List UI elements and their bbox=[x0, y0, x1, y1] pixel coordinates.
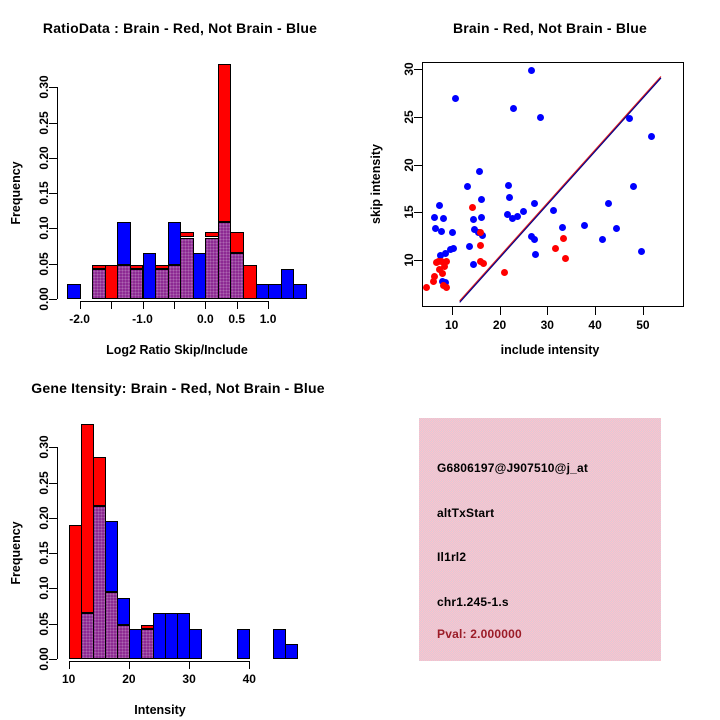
y-tick-label: 30 bbox=[401, 62, 416, 76]
y-axis-line bbox=[57, 447, 58, 659]
y-tick-label: 25 bbox=[401, 110, 416, 124]
scatter-point-blue bbox=[466, 243, 473, 250]
x-tick-label: 20 bbox=[122, 672, 136, 686]
x-tick-label: 50 bbox=[636, 317, 650, 332]
x-tick-label: 10 bbox=[62, 672, 76, 686]
x-tick-label: 10 bbox=[445, 317, 459, 332]
scatter-point-red bbox=[439, 270, 446, 277]
scatter-point-blue bbox=[436, 202, 443, 209]
x-tick-label: 30 bbox=[182, 672, 196, 686]
x-tick-mark bbox=[111, 301, 112, 309]
x-tick-label: 1.0 bbox=[259, 312, 277, 326]
scatter-points-layer bbox=[423, 63, 684, 306]
x-tick-mark bbox=[237, 301, 238, 309]
x-tick-mark bbox=[143, 301, 144, 309]
y-tick-label: 0.30 bbox=[37, 435, 51, 459]
y-tick-label: 0.10 bbox=[37, 216, 51, 241]
histogram-bar bbox=[105, 521, 118, 592]
x-tick-label: -2.0 bbox=[69, 312, 90, 326]
y-tick-label: 20 bbox=[401, 157, 416, 172]
scatter-point-blue bbox=[581, 222, 588, 229]
histogram-bar-overlap bbox=[117, 265, 131, 299]
histogram-bar-overlap bbox=[230, 253, 244, 299]
y-tick-label: 0.15 bbox=[37, 541, 51, 565]
y-tick-label: 0.30 bbox=[37, 75, 51, 99]
scatter-point-blue bbox=[438, 228, 445, 235]
histogram-bar bbox=[281, 269, 295, 299]
gene-histogram-title: Gene Itensity: Brain - Red, Not Brain - Blue bbox=[31, 380, 325, 396]
x-axis-line bbox=[69, 661, 250, 662]
histogram-bar bbox=[268, 284, 282, 300]
scatter-x-axis-label: include intensity bbox=[500, 343, 600, 357]
histogram-bar bbox=[92, 265, 106, 269]
y-tick-label: 10 bbox=[401, 253, 416, 267]
x-tick-mark bbox=[174, 301, 175, 309]
y-tick-label: 0.15 bbox=[37, 181, 51, 205]
histogram-bar bbox=[130, 265, 144, 269]
regression-line bbox=[459, 78, 660, 302]
x-tick-label: 30 bbox=[540, 317, 554, 332]
histogram-bar-overlap bbox=[155, 269, 169, 299]
scatter-point-red bbox=[469, 204, 476, 211]
x-tick-mark bbox=[249, 661, 250, 669]
info-event-type: altTxStart bbox=[437, 506, 495, 520]
histogram-bar bbox=[218, 64, 232, 222]
histogram-bar bbox=[180, 232, 194, 238]
x-tick-mark bbox=[595, 307, 596, 315]
info-pvalue: Pval: 2.000000 bbox=[437, 627, 522, 641]
panel-ratio-histogram bbox=[0, 0, 360, 360]
y-tick-label: 0.20 bbox=[37, 506, 51, 530]
gene-histogram-x-axis-label: Intensity bbox=[134, 703, 186, 717]
scatter-point-blue bbox=[532, 251, 539, 258]
scatter-point-blue bbox=[630, 183, 637, 190]
histogram-bar bbox=[243, 265, 257, 299]
y-tick-label: 0.00 bbox=[37, 647, 51, 671]
histogram-bar bbox=[293, 284, 307, 300]
x-tick-mark bbox=[80, 301, 81, 309]
gene-info-box bbox=[419, 418, 661, 661]
histogram-bar bbox=[117, 222, 131, 265]
scatter-point-blue bbox=[520, 208, 527, 215]
histogram-bar bbox=[155, 265, 169, 269]
panel-info-box bbox=[360, 360, 720, 720]
y-tick-label: 0.00 bbox=[37, 287, 51, 311]
x-tick-mark bbox=[547, 307, 548, 315]
x-tick-label: 0.0 bbox=[196, 312, 214, 326]
y-tick-label: 0.10 bbox=[37, 576, 51, 601]
x-tick-mark bbox=[643, 307, 644, 315]
histogram-bar-overlap bbox=[92, 269, 106, 299]
histogram-bar bbox=[93, 457, 106, 506]
scatter-y-axis-label: skip intensity bbox=[369, 144, 383, 224]
x-tick-mark bbox=[500, 307, 501, 315]
scatter-point-red bbox=[477, 242, 484, 249]
histogram-bar-overlap bbox=[168, 265, 182, 299]
histogram-bar bbox=[193, 253, 207, 299]
histogram-bar bbox=[205, 232, 219, 238]
info-probe-id: G6806197@J907510@j_at bbox=[437, 461, 589, 475]
y-tick-label: 0.20 bbox=[37, 146, 51, 170]
histogram-bar bbox=[81, 424, 94, 613]
x-tick-label: 0.5 bbox=[228, 312, 246, 326]
histogram-bar bbox=[237, 629, 250, 659]
scatter-point-red bbox=[501, 269, 508, 276]
x-tick-label: 40 bbox=[588, 317, 602, 332]
scatter-point-blue bbox=[613, 225, 620, 232]
histogram-bar bbox=[117, 598, 130, 626]
x-tick-label: 20 bbox=[492, 317, 507, 332]
scatter-point-blue bbox=[505, 182, 512, 189]
x-tick-mark bbox=[268, 301, 269, 309]
histogram-bar bbox=[67, 284, 81, 300]
histogram-bar bbox=[168, 222, 182, 265]
y-axis-line bbox=[57, 87, 58, 299]
histogram-bar bbox=[285, 644, 298, 660]
y-tick-label: 0.05 bbox=[37, 252, 51, 276]
x-tick-mark bbox=[69, 661, 70, 669]
histogram-bar-overlap bbox=[130, 269, 144, 299]
histogram-bar-overlap bbox=[105, 592, 118, 659]
scatter-point-red bbox=[477, 229, 484, 236]
histogram-bar-overlap bbox=[81, 613, 94, 659]
histogram-bar bbox=[141, 625, 154, 629]
x-tick-mark bbox=[452, 307, 453, 315]
panel-intensity-scatter bbox=[360, 0, 720, 360]
ratio-histogram-y-axis-label: Frequency bbox=[9, 161, 23, 225]
scatter-point-blue bbox=[449, 229, 456, 236]
scatter-point-blue bbox=[478, 214, 485, 221]
histogram-bar bbox=[165, 613, 178, 659]
x-tick-mark bbox=[205, 301, 206, 309]
x-tick-mark bbox=[129, 661, 130, 669]
y-tick-label: 15 bbox=[401, 205, 416, 219]
scatter-plot-box bbox=[422, 62, 685, 307]
ratio-histogram-x-axis-label: Log2 Ratio Skip/Include bbox=[106, 343, 248, 357]
y-tick-label: 0.25 bbox=[37, 110, 51, 135]
x-tick-mark bbox=[189, 661, 190, 669]
y-tick-label: 0.05 bbox=[37, 612, 51, 636]
y-tick-label: 0.25 bbox=[37, 470, 51, 495]
histogram-bar bbox=[230, 232, 244, 253]
histogram-bar-overlap bbox=[205, 238, 219, 299]
info-gene-symbol: Il1rl2 bbox=[437, 550, 467, 564]
x-tick-label: 40 bbox=[242, 672, 256, 686]
panel-gene-intensity-histogram bbox=[0, 360, 360, 720]
fit-lines bbox=[423, 63, 684, 306]
info-location: chr1.245-1.s bbox=[437, 595, 509, 609]
scatter-title: Brain - Red, Not Brain - Blue bbox=[452, 20, 648, 36]
gene-histogram-y-axis-label: Frequency bbox=[9, 521, 23, 585]
histogram-bar bbox=[189, 629, 202, 659]
x-tick-label: -1.0 bbox=[132, 312, 153, 326]
histogram-bar-overlap bbox=[141, 629, 154, 659]
ratio-histogram-title: RatioData : Brain - Red, Not Brain - Blue bbox=[42, 20, 318, 36]
